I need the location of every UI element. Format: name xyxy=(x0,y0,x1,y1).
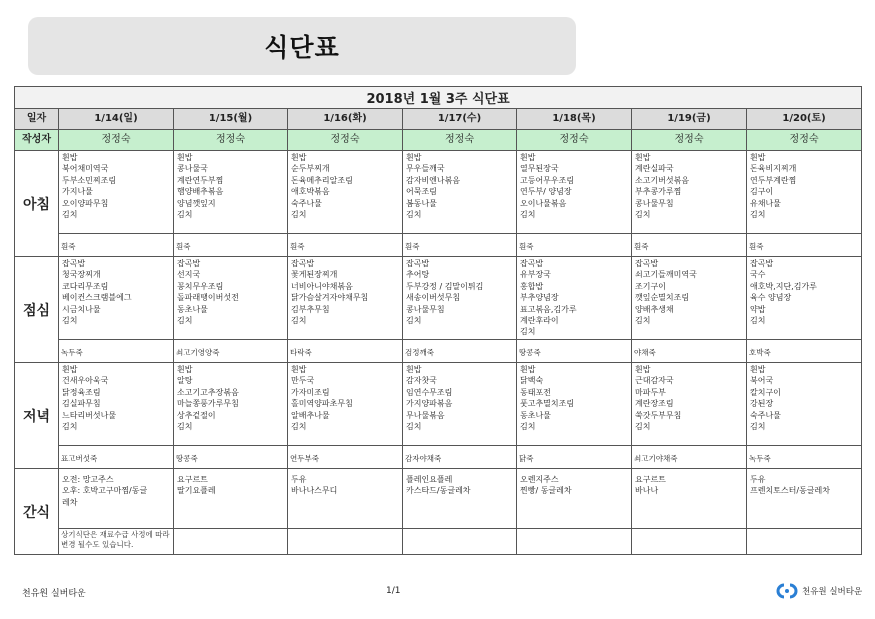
menu-item: 무나물볶음 xyxy=(406,410,445,420)
meal-row xyxy=(15,363,862,446)
menu-item: 김치 xyxy=(406,422,422,432)
writer-cell: 정정숙 xyxy=(403,130,517,151)
menu-item: 너비아니야채볶음 xyxy=(291,281,353,291)
porridge-cell: 쇠고기야채죽 xyxy=(632,446,747,469)
menu-cell xyxy=(403,257,517,340)
menu-item: 고등어무우조림 xyxy=(520,175,575,185)
menu-item: 홀미역양파초무침 xyxy=(291,399,353,409)
menu-cell xyxy=(747,151,862,234)
menu-item: 흰밥 xyxy=(520,365,536,374)
porridge-cell: 감자야채죽 xyxy=(403,446,517,469)
menu-item: 조기구이 xyxy=(635,281,666,291)
menu-cell xyxy=(403,363,517,446)
menu-item: 김치 xyxy=(62,422,78,432)
menu-item: 김치 xyxy=(62,316,78,326)
menu-item: 감자비엔나볶음 xyxy=(406,175,461,185)
menu-item: 카스타드/동글레차 xyxy=(406,486,471,496)
menu-item: 가지양파볶음 xyxy=(406,399,453,409)
menu-item: 김실파무침 xyxy=(62,399,101,409)
menu-cell xyxy=(288,151,403,234)
menu-cell xyxy=(517,363,632,446)
menu-item: 건새우아욱국 xyxy=(62,376,109,386)
menu-item: 흰밥 xyxy=(62,365,78,374)
porridge-cell: 야채죽 xyxy=(632,340,747,363)
menu-item: 오후: 호박고구마찜/동글 xyxy=(62,486,148,496)
menu-item: 두부소민찌조림 xyxy=(62,175,117,185)
menu-item: 알배추나물 xyxy=(291,410,330,420)
meal-row xyxy=(15,469,862,529)
menu-item: 계란연두부찜 xyxy=(177,175,224,185)
menu-item: 김치 xyxy=(520,210,536,220)
menu-item: 김치 xyxy=(406,210,422,220)
day-label: 일자 xyxy=(15,109,59,130)
menu-item: 계란실파국 xyxy=(635,164,674,174)
menu-item: 흰밥 xyxy=(177,365,193,374)
menu-item: 순두부찌개 xyxy=(291,164,330,174)
menu-item: 쑥갓두부무침 xyxy=(635,410,682,420)
menu-item: 시금치나물 xyxy=(62,304,101,314)
menu-item: 흰밥 xyxy=(177,153,193,162)
menu-cell xyxy=(632,469,747,529)
date-header: 1/15(월) xyxy=(174,109,288,130)
menu-item: 흰밥 xyxy=(635,365,651,374)
empty-cell xyxy=(288,529,403,555)
menu-item: 잡곡밥 xyxy=(62,259,86,268)
menu-item: 김치 xyxy=(291,210,307,220)
menu-item: 유부장국 xyxy=(520,270,551,280)
menu-item: 연두부계란찜 xyxy=(750,175,797,185)
porridge-cell: 흰죽 xyxy=(747,234,862,257)
menu-cell xyxy=(174,151,288,234)
menu-item: 김치 xyxy=(635,422,651,432)
date-header: 1/16(화) xyxy=(288,109,403,130)
porridge-cell: 닭죽 xyxy=(517,446,632,469)
writer-cell: 정정숙 xyxy=(747,130,862,151)
menu-item: 돈육메추리알조림 xyxy=(291,175,353,185)
menu-cell xyxy=(747,469,862,529)
writer-cell: 정정숙 xyxy=(174,130,288,151)
menu-item: 홍합밥 xyxy=(520,281,544,291)
menu-item: 약밥 xyxy=(750,304,766,314)
meal-label: 점심 xyxy=(15,257,59,363)
menu-item: 북어국 xyxy=(750,376,774,386)
menu-item: 요구르트 xyxy=(635,475,666,484)
menu-item: 김치 xyxy=(635,210,651,220)
menu-item: 두부강정 / 김말이튀김 xyxy=(406,281,484,291)
menu-item: 플레인요플레 xyxy=(406,475,453,484)
writer-cell: 정정숙 xyxy=(517,130,632,151)
org-logo xyxy=(775,582,862,600)
menu-item: 김구이 xyxy=(750,187,774,197)
date-header: 1/19(금) xyxy=(632,109,747,130)
menu-item: 만두국 xyxy=(291,376,315,386)
menu-item: 부추양념장 xyxy=(520,293,559,303)
page-title: 식단표 xyxy=(264,33,340,62)
menu-item: 햄양배추볶음 xyxy=(177,187,224,197)
sub-row xyxy=(15,529,862,555)
menu-cell xyxy=(747,363,862,446)
menu-item: 계란장조림 xyxy=(635,399,674,409)
menu-item: 찐빵/ 동글레차 xyxy=(520,486,572,496)
porridge-cell: 흰죽 xyxy=(174,234,288,257)
menu-item: 닭정육조림 xyxy=(62,387,101,397)
menu-item: 꽃게된장찌개 xyxy=(291,270,338,280)
menu-item: 연두부/ 양념장 xyxy=(520,187,572,197)
menu-item: 김치 xyxy=(177,316,193,326)
menu-item: 오전: 망고주스 xyxy=(62,475,114,484)
menu-item: 김치 xyxy=(635,316,651,326)
menu-item: 유채나물 xyxy=(750,198,781,208)
empty-cell xyxy=(403,529,517,555)
logo-icon xyxy=(775,582,799,600)
menu-item: 김치 xyxy=(750,210,766,220)
menu-item: 칼치구이 xyxy=(750,387,781,397)
menu-item: 상추겉절이 xyxy=(177,410,216,420)
menu-item: 소고기고추장볶음 xyxy=(177,387,239,397)
menu-item: 봄동나물 xyxy=(406,198,437,208)
menu-cell xyxy=(288,257,403,340)
date-header: 1/20(토) xyxy=(747,109,862,130)
menu-item: 강된장 xyxy=(750,399,774,409)
date-header: 1/18(목) xyxy=(517,109,632,130)
menu-item: 선지국 xyxy=(177,270,201,280)
sub-row xyxy=(15,234,862,257)
date-header: 1/14(일) xyxy=(59,109,174,130)
empty-cell xyxy=(747,529,862,555)
menu-item: 육수 양념장 xyxy=(750,293,792,303)
menu-item: 꽁치무우조림 xyxy=(177,281,224,291)
menu-item: 소고기버섯볶음 xyxy=(635,175,690,185)
menu-item: 바나나스무디 xyxy=(291,486,338,496)
menu-item: 김부추무침 xyxy=(291,304,330,314)
menu-item: 김치 xyxy=(520,327,536,337)
menu-item: 돌파래땡이버섯전 xyxy=(177,293,239,303)
menu-item: 마늘쫑풍가루무침 xyxy=(177,399,239,409)
menu-cell xyxy=(517,469,632,529)
porridge-cell: 흰죽 xyxy=(517,234,632,257)
menu-item: 김치 xyxy=(291,316,307,326)
menu-item: 닭백숙 xyxy=(520,376,544,386)
menu-item: 동초나물 xyxy=(520,410,551,420)
menu-item: 마파두부 xyxy=(635,387,666,397)
menu-item: 가지나물 xyxy=(62,187,93,197)
menu-item: 부추콩가루찜 xyxy=(635,187,682,197)
porridge-cell: 쇠고기영양죽 xyxy=(174,340,288,363)
menu-item: 흰밥 xyxy=(291,365,307,374)
menu-cell xyxy=(403,151,517,234)
menu-item: 두유 xyxy=(750,475,766,484)
menu-cell xyxy=(59,257,174,340)
empty-cell xyxy=(174,529,288,555)
menu-item: 요구르트 xyxy=(177,475,208,484)
writer-cell: 정정숙 xyxy=(59,130,174,151)
menu-item: 바나나 xyxy=(635,486,659,496)
menu-item: 가자미조림 xyxy=(291,387,330,397)
menu-item: 흰밥 xyxy=(291,153,307,162)
menu-item: 알탕 xyxy=(177,376,193,386)
meal-row xyxy=(15,151,862,234)
menu-item: 새송이버섯무침 xyxy=(406,293,461,303)
menu-item: 풋고추멸치조림 xyxy=(520,399,575,409)
menu-item: 계란후라이 xyxy=(520,316,559,326)
porridge-cell: 흰죽 xyxy=(59,234,174,257)
menu-item: 김치 xyxy=(177,422,193,432)
footer-org: 천유원 실버타운 xyxy=(22,589,86,599)
menu-item: 베이컨스크램블에그 xyxy=(62,293,132,303)
menu-item: 숙주나물 xyxy=(750,410,781,420)
menu-item: 숙주나물 xyxy=(291,198,322,208)
menu-item: 무우들깨국 xyxy=(406,164,445,174)
menu-item: 잡곡밥 xyxy=(291,259,315,268)
empty-cell xyxy=(517,529,632,555)
menu-item: 감자찻국 xyxy=(406,376,437,386)
menu-item: 딸기요플레 xyxy=(177,486,216,496)
menu-cell xyxy=(632,363,747,446)
menu-item: 오이나물볶음 xyxy=(520,198,567,208)
porridge-cell: 연두부죽 xyxy=(288,446,403,469)
writer-cell: 정정숙 xyxy=(288,130,403,151)
date-header-row xyxy=(15,109,862,130)
menu-item: 양배추생채 xyxy=(635,304,674,314)
menu-item: 임연수무조림 xyxy=(406,387,453,397)
menu-item: 동초나물 xyxy=(177,304,208,314)
menu-item: 흰밥 xyxy=(750,153,766,162)
porridge-cell: 검정깨죽 xyxy=(403,340,517,363)
menu-cell xyxy=(517,151,632,234)
page-number: 1/1 xyxy=(386,586,401,596)
menu-cell xyxy=(174,469,288,529)
menu-cell xyxy=(288,469,403,529)
menu-item: 김치 xyxy=(750,422,766,432)
menu-table xyxy=(14,86,862,555)
menu-cell xyxy=(403,469,517,529)
menu-item: 김치 xyxy=(750,316,766,326)
menu-item: 흰밥 xyxy=(406,153,422,162)
menu-item: 닭가슴살겨자야채무침 xyxy=(291,293,369,303)
menu-cell xyxy=(517,257,632,340)
meal-row xyxy=(15,257,862,340)
menu-item: 북어채미역국 xyxy=(62,164,109,174)
menu-item: 흰밥 xyxy=(635,153,651,162)
porridge-cell: 흰죽 xyxy=(288,234,403,257)
writer-cell: 정정숙 xyxy=(632,130,747,151)
meal-label: 저녁 xyxy=(15,363,59,469)
sub-row xyxy=(15,446,862,469)
porridge-cell: 흰죽 xyxy=(632,234,747,257)
menu-item: 콩나물국 xyxy=(177,164,208,174)
sub-row xyxy=(15,340,862,363)
menu-item: 흰밥 xyxy=(62,153,78,162)
note-cell: 상기식단은 재료수급 사정에 따라 변경 될수도 있습니다. xyxy=(59,529,174,555)
menu-item: 김치 xyxy=(291,422,307,432)
porridge-cell: 흰죽 xyxy=(403,234,517,257)
menu-item: 잡곡밥 xyxy=(635,259,659,268)
logo-text: 천유원 실버타운 xyxy=(802,587,863,597)
porridge-cell: 녹두죽 xyxy=(59,340,174,363)
porridge-cell: 타락죽 xyxy=(288,340,403,363)
menu-item: 열무된장국 xyxy=(520,164,559,174)
menu-item: 잡곡밥 xyxy=(177,259,201,268)
menu-item: 레차 xyxy=(62,497,78,507)
writer-label: 작성자 xyxy=(15,130,59,151)
writer-row xyxy=(15,130,862,151)
menu-item: 흰밥 xyxy=(750,365,766,374)
menu-item: 깻잎순멸치조림 xyxy=(635,293,690,303)
empty-cell xyxy=(632,529,747,555)
menu-item: 느타리버섯나물 xyxy=(62,410,117,420)
menu-cell xyxy=(288,363,403,446)
menu-item: 잡곡밥 xyxy=(520,259,544,268)
porridge-cell: 땅콩죽 xyxy=(174,446,288,469)
menu-item: 김치 xyxy=(62,210,78,220)
menu-item: 근대감자국 xyxy=(635,376,674,386)
menu-cell xyxy=(174,363,288,446)
menu-item: 두유 xyxy=(291,475,307,484)
menu-item: 김치 xyxy=(177,210,193,220)
menu-item: 김치 xyxy=(520,422,536,432)
date-header: 1/17(수) xyxy=(403,109,517,130)
menu-cell xyxy=(747,257,862,340)
menu-item: 돈육비지찌개 xyxy=(750,164,797,174)
menu-item: 어묵조림 xyxy=(406,187,437,197)
menu-item: 추어탕 xyxy=(406,270,430,280)
porridge-cell: 땅콩죽 xyxy=(517,340,632,363)
meal-label: 아침 xyxy=(15,151,59,257)
menu-item: 코다리무조림 xyxy=(62,281,109,291)
menu-item: 오렌지주스 xyxy=(520,475,559,484)
menu-item: 잡곡밥 xyxy=(406,259,430,268)
title-banner xyxy=(28,17,576,75)
menu-item: 오이양파무침 xyxy=(62,198,109,208)
menu-cell xyxy=(59,151,174,234)
menu-cell xyxy=(59,363,174,446)
menu-item: 쇠고기들깨미역국 xyxy=(635,270,697,280)
menu-cell xyxy=(59,469,174,529)
porridge-cell: 호박죽 xyxy=(747,340,862,363)
menu-item: 흰밥 xyxy=(520,153,536,162)
meal-label: 간식 xyxy=(15,469,59,555)
porridge-cell: 표고버섯죽 xyxy=(59,446,174,469)
menu-item: 동태포전 xyxy=(520,387,551,397)
menu-item: 콩나물무침 xyxy=(406,304,445,314)
menu-item: 잡곡밥 xyxy=(750,259,774,268)
menu-cell xyxy=(632,257,747,340)
menu-item: 양념깻잎지 xyxy=(177,198,216,208)
menu-cell xyxy=(632,151,747,234)
porridge-cell: 녹두죽 xyxy=(747,446,862,469)
menu-item: 프렌치토스터/동글레차 xyxy=(750,486,830,496)
menu-item: 국수 xyxy=(750,270,766,280)
menu-item: 청국장찌개 xyxy=(62,270,101,280)
menu-item: 흰밥 xyxy=(406,365,422,374)
menu-item: 애호박볶음 xyxy=(291,187,330,197)
menu-cell xyxy=(174,257,288,340)
menu-item: 표고볶음,김가루 xyxy=(520,304,577,314)
menu-item: 김치 xyxy=(406,316,422,326)
menu-item: 애호박,지단,김가루 xyxy=(750,281,817,291)
week-title: 2018년 1월 3주 식단표 xyxy=(15,87,862,109)
menu-item: 콩나물무침 xyxy=(635,198,674,208)
